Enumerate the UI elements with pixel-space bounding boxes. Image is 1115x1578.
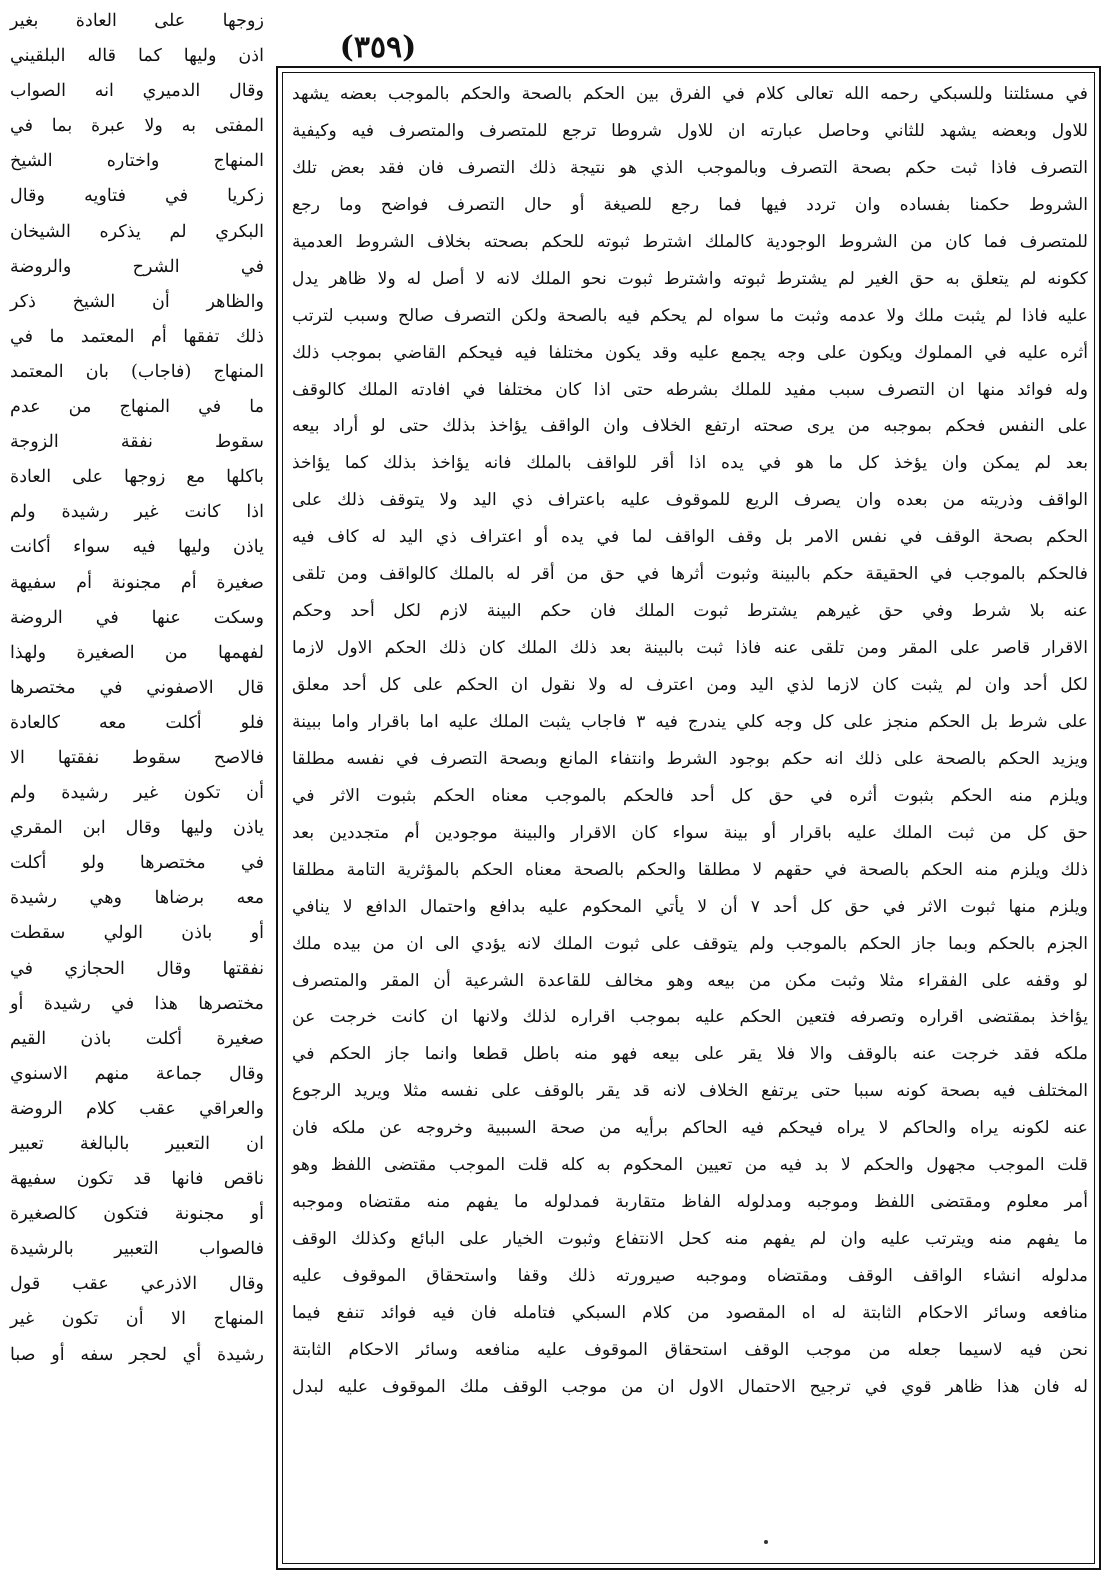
main-text-line: بعد لم يمكن وان يؤخذ كل ما هو في يده اذا أقر للواقف بالملك فانه يؤاخذ بذلك كما يؤاخذ	[292, 453, 1088, 474]
margin-text-line: مختصرها هذا في رشيدة أو	[10, 993, 264, 1014]
main-text-line: حق كل من ثبت الملك عليه باقرار أو بينة سواء كان الاقرار والبينة موجودين أم متجددين بعد	[292, 822, 1088, 843]
margin-text-line: زكريا في فتاويه وقال	[10, 186, 264, 207]
margin-commentary	[8, 4, 266, 1534]
margin-text-line: والعراقي عقب كلام الروضة	[10, 1098, 264, 1119]
margin-text-line: باكلها مع زوجها على العادة	[10, 467, 264, 488]
main-text-line: ذلك ويلزم منه الحكم بالصحة في حقهم لا مطلقا والحكم بالصحة معناه الحكم بالمؤثرية التامة مطلقا	[292, 859, 1088, 880]
margin-text-line: وقال جماعة منهم الاسنوي	[10, 1063, 264, 1084]
margin-text-line: وقال الدميري انه الصواب	[10, 81, 264, 102]
main-text-line: يؤاخذ بمقتضى اقراره وتصرفه فتعين الحكم عليه بموجب اقراره لذلك ولانها ان كانت خرجت عن	[292, 1007, 1088, 1028]
main-text-line: منافعه وسائر الاحكام الثابتة له اه المقصود من كلام السبكي فتامله فان فيه فوائد تنفع فيما	[292, 1302, 1088, 1323]
margin-text-line: فلو أكلت معه كالعادة	[10, 712, 264, 733]
main-text-line: فالحكم بالموجب في الحقيقة حكم بالبينة وثبوت أثرها في حق من أقر له بالملك كالواقف ومن تلقى	[292, 564, 1088, 585]
main-text-line: مدلوله انشاء الواقف الوقف ومقتضاه وموجبه صيرورته ذلك وقفا واستحقاق الموقوف عليه	[292, 1266, 1088, 1286]
main-text-line: عليه فاذا لم يثبت ملك ولا عدمه وثبت ما سواه لم يحكم فيه بالصحة ولكن التصرف صالح وسبب لترتب	[292, 305, 1088, 326]
margin-text-line: ياذن وليها فيه سواء أكانت	[10, 537, 264, 558]
main-text-line: أثره عليه في المملوك ويكون على وجه يجمع عليه وقد يكون مختلفا فيه فيحكم القاضي بموجب ذلك	[292, 342, 1088, 363]
margin-text-line: فالصواب التعبير بالرشيدة	[10, 1239, 264, 1260]
margin-text-line: المنهاج (فاجاب) بان المعتمد	[10, 361, 264, 382]
main-text-line: ويزيد الحكم بالصحة على ذلك انه حكم بوجود الشرط وانتفاء المانع وبصحة التصرف في نفسه مطلقا	[292, 748, 1088, 769]
margin-text-line: أو مجنونة فتكون كالصغيرة	[10, 1204, 264, 1225]
main-text-line: الشروط حكمنا بفساده وان تردد فيها فما رجع للصيغة أو حال التصرف فواضح وما رجع	[292, 194, 1088, 215]
margin-text-line: لفهمها من الصغيرة ولهذا	[10, 642, 264, 663]
main-text-line: على النفس فحكم بموجبه من يرى صحته ارتفع الخلاف وان الواقف يؤاخذ بذلك حتى لو أراد بيعه	[292, 416, 1088, 437]
main-text-line: أمر معلوم ومقتضى اللفظ وموجبه ومدلوله الفاظ متقاربة فمدلوله ما يفهم منه مقتضاه وموجبه	[292, 1192, 1088, 1213]
main-text-line: لكل أحد وان لم يثبت كان لازما لذي اليد ومن اعترف له ولا نقول ان الحكم على كل أحد معلق	[292, 675, 1088, 695]
page-number: (٣٥٩)	[339, 30, 417, 65]
main-text-line: عنه بلا شرط وفي حق غيرهم يشترط ثبوت الملك فان حكم البينة لازم لكل أحد وحكم	[292, 601, 1088, 622]
margin-text-line: المنهاج واختاره الشيخ	[10, 151, 264, 172]
main-text-line: للاول وبعضه يشهد للثاني وحاصل عبارته ان للاول شروطا ترجع للمتصرف والمتصرف فيه وكيفية	[292, 120, 1088, 141]
margin-text-line: البكري لم يذكره الشيخان	[10, 221, 264, 242]
margin-text-line: وسكت عنها في الروضة	[10, 607, 264, 628]
margin-text-line: قال الاصفوني في مختصرها	[10, 677, 264, 698]
main-text-line: نحن فيه لاسيما جعله من موجب الوقف استحقاق الموقوف عليه منافعه وسائر الاحكام الثابتة	[292, 1339, 1088, 1360]
margin-text-line: سقوط نفقة الزوجة	[10, 432, 264, 453]
margin-text-line: رشيدة أي لحجر سفه أو صبا	[10, 1344, 264, 1365]
main-text-line: عنه لكونه يراه والحاكم لا يراه فيحكم فيه الحاكم برأيه من صحة السببية وخروجه عن ملكه فان	[292, 1118, 1088, 1139]
margin-text-line: صغيرة أكلت باذن القيم	[10, 1028, 264, 1049]
margin-text-line: صغيرة أم مجنونة أم سفيهة	[10, 572, 264, 593]
margin-text-line: ياذن وليها وقال ابن المقري	[10, 818, 264, 839]
margin-text-line: معه برضاها وهي رشيدة	[10, 888, 264, 909]
margin-text-line: وقال الاذرعي عقب قول	[10, 1274, 264, 1295]
main-text-line: في مسئلتنا وللسبكي رحمه الله تعالى كلام في الفرق بين الحكم بالصحة والحكم بالموجب بعضه يشهد	[292, 84, 1088, 104]
margin-text-line: ناقص فانها قد تكون سفيهة	[10, 1169, 264, 1190]
margin-text-line: ان التعبير بالبالغة تعبير	[10, 1134, 264, 1154]
main-text-line: ككونه لم يتعلق به حق الغير لم يشترط ثبوته واشترط ثبوت نحو الملك لانه لا أصل له ولا ظاهر يدل	[292, 268, 1088, 289]
main-text-line: على شرط بل الحكم منجز على كل وجه كلي يندرج فيه ٣ فاجاب يثبت الملك عليه اما باقرار واما ببينة	[292, 711, 1088, 732]
main-text-line: التصرف فاذا ثبت حكم بصحة التصرف وبالموجب الذي هو نتيجة ذلك التصرف فان فقد بعض تلك	[292, 157, 1088, 178]
margin-text-line: أو باذن الولي سقطت	[10, 923, 264, 944]
main-text-body	[290, 76, 1090, 1554]
margin-text-line: ما في المنهاج من عدم	[10, 397, 264, 418]
main-text-line: له فان هذا ظاهر قوي في ترجيح الاحتمال الاول ان من موجب الوقف ملك الموقوف عليه لبدل	[292, 1376, 1088, 1397]
main-text-line: للمتصرف فما كان من الشروط الوجودية كالملك اشترط ثبوته للحكم بصحته بخلاف الشروط العدمية	[292, 231, 1088, 252]
ink-dot	[764, 1540, 768, 1544]
margin-text-line: نفقتها وقال الحجازي في	[10, 958, 264, 979]
margin-text-line: اذن وليها كما قاله البلقيني	[10, 46, 264, 67]
main-text-line: الجزم بالحكم وبما جاز الحكم بالموجب ولم يتوقف على ثبوت الملك لانه يؤدي الى ان من بيده ملك	[292, 933, 1088, 954]
margin-text-line: والظاهر أن الشيخ ذكر	[10, 291, 264, 312]
margin-text-line: في مختصرها ولو أكلت	[10, 853, 264, 874]
main-text-line: ما يفهم منه ويترتب عليه وان لم يفهم منه كحل الانتفاع وثبوت الخيار على البائع وكذلك الوقف	[292, 1229, 1088, 1250]
main-text-line: الواقف وذريته من بعده وان يصرف الريع للموقوف عليه باعتراف ذي اليد ولا يتوقف ذلك على	[292, 490, 1088, 511]
margin-text-line: المنهاج الا أن تكون غير	[10, 1309, 264, 1330]
main-text-line: وله فوائد منها ان التصرف سبب مفيد للملك بشرطه حتى اذا كان مختلفا في افادته الملك كالوقف	[292, 379, 1088, 400]
main-text-line: المختلف فيه بصحة كونه سببا حتى يرتفع الخلاف لانه قد يقر بالوقف على نفسه مثلا ويريد الرجوع	[292, 1081, 1088, 1102]
margin-text-line: المفتى به ولا عبرة بما في	[10, 116, 264, 137]
main-text-line: ويلزم منه الحكم بثبوت أثره في حق كل أحد فالحكم بالموجب معناه الحكم بثبوت الاثر في	[292, 785, 1088, 806]
margin-text-line: فالاصح سقوط نفقتها الا	[10, 747, 264, 768]
main-text-line: ويلزم منها ثبوت الاثر في حق كل أحد ٧ أن لا يأتي المحكوم عليه بدافع واحتمال الدافع لا ينافي	[292, 896, 1088, 917]
margin-text-line: أن تكون غير رشيدة ولم	[10, 783, 264, 804]
main-text-line: قلت الموجب مجهول والحكم لا بد فيه من تعيين المحكوم به كله قلت الموجب مقتضى اللفظ وهو	[292, 1155, 1088, 1176]
main-text-line: الاقرار قاصر على المقر ومن تلقى عنه فاذا ثبت بالبينة بعد ذلك الملك كان ذلك الحكم الاول لازما	[292, 638, 1088, 659]
main-text-line: لو وقفه على الفقراء مثلا وثبت مكن من بيعه وهو مخالف للقاعدة الشرعية أن المقر والمتصرف	[292, 970, 1088, 991]
margin-text-line: اذا كانت غير رشيدة ولم	[10, 502, 264, 523]
margin-text-line: في الشرح والروضة	[10, 256, 264, 277]
margin-text-line: ذلك تفقها أم المعتمد ما في	[10, 326, 264, 347]
main-text-line: الحكم بصحة الوقف في نفس الامر بل وقف الواقف لما في يده أو اعتراف ذي اليد له كاف فيه	[292, 527, 1088, 548]
margin-text-line: زوجها على العادة بغير	[10, 11, 264, 31]
main-text-line: ملكه فقد خرجت عنه بالوقف والا فلا يقر على بيعه فهو منه باطل قطعا وانما جاز الحكم في	[292, 1044, 1088, 1065]
